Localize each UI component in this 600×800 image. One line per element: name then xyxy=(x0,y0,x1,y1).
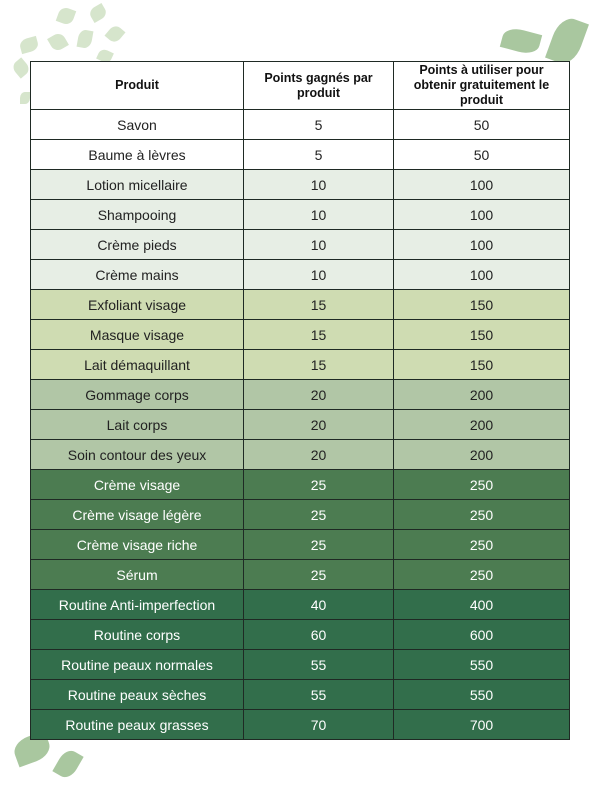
table-row xyxy=(31,320,570,350)
cell-points-utiliser: 250 xyxy=(394,470,570,500)
leaf-icon xyxy=(500,25,542,56)
cell-points-utiliser: 100 xyxy=(394,260,570,290)
table-row xyxy=(31,710,570,740)
table-row xyxy=(31,620,570,650)
cell-points-gagnes: 15 xyxy=(244,320,394,350)
cell-produit: Lotion micellaire xyxy=(31,170,244,200)
cell-points-utiliser: 200 xyxy=(394,380,570,410)
leaf-icon xyxy=(52,747,83,781)
table-row xyxy=(31,110,570,140)
table-row xyxy=(31,200,570,230)
table-row xyxy=(31,530,570,560)
cell-points-gagnes: 10 xyxy=(244,230,394,260)
table-row xyxy=(31,650,570,680)
cell-points-gagnes: 10 xyxy=(244,260,394,290)
table-row xyxy=(31,170,570,200)
cell-produit: Crème mains xyxy=(31,260,244,290)
cell-produit: Crème visage riche xyxy=(31,530,244,560)
cell-produit: Shampooing xyxy=(31,200,244,230)
cell-points-gagnes: 15 xyxy=(244,290,394,320)
cell-points-gagnes: 55 xyxy=(244,680,394,710)
cell-points-utiliser: 700 xyxy=(394,710,570,740)
cell-points-gagnes: 25 xyxy=(244,500,394,530)
table-row xyxy=(31,560,570,590)
leaf-icon xyxy=(18,36,39,54)
header-points-gagnes: Points gagnés par produit xyxy=(244,62,394,110)
cell-points-utiliser: 200 xyxy=(394,440,570,470)
cell-produit: Routine peaux grasses xyxy=(31,710,244,740)
leaf-icon xyxy=(104,23,125,44)
cell-produit: Exfoliant visage xyxy=(31,290,244,320)
cell-points-utiliser: 600 xyxy=(394,620,570,650)
table-row xyxy=(31,350,570,380)
leaf-icon xyxy=(20,92,30,104)
cell-points-utiliser: 550 xyxy=(394,650,570,680)
cell-points-gagnes: 10 xyxy=(244,170,394,200)
table-row xyxy=(31,380,570,410)
cell-produit: Masque visage xyxy=(31,320,244,350)
points-table xyxy=(30,61,570,740)
table-row xyxy=(31,590,570,620)
cell-points-gagnes: 5 xyxy=(244,140,394,170)
cell-produit: Sérum xyxy=(31,560,244,590)
cell-points-gagnes: 10 xyxy=(244,200,394,230)
cell-points-gagnes: 20 xyxy=(244,410,394,440)
cell-produit: Crème visage xyxy=(31,470,244,500)
cell-produit: Routine peaux sèches xyxy=(31,680,244,710)
cell-points-utiliser: 250 xyxy=(394,500,570,530)
cell-points-utiliser: 150 xyxy=(394,350,570,380)
cell-points-gagnes: 25 xyxy=(244,470,394,500)
leaf-icon xyxy=(47,31,69,53)
cell-points-gagnes: 55 xyxy=(244,650,394,680)
cell-points-gagnes: 20 xyxy=(244,440,394,470)
leaf-icon xyxy=(56,6,77,27)
table-row xyxy=(31,680,570,710)
table-row xyxy=(31,440,570,470)
cell-points-utiliser: 50 xyxy=(394,110,570,140)
leaf-icon xyxy=(10,57,31,78)
cell-points-gagnes: 15 xyxy=(244,350,394,380)
table-row xyxy=(31,140,570,170)
cell-produit: Gommage corps xyxy=(31,380,244,410)
cell-produit: Savon xyxy=(31,110,244,140)
cell-points-utiliser: 100 xyxy=(394,170,570,200)
table-row xyxy=(31,470,570,500)
cell-points-utiliser: 100 xyxy=(394,230,570,260)
cell-produit: Lait démaquillant xyxy=(31,350,244,380)
cell-produit: Crème visage légère xyxy=(31,500,244,530)
table-row xyxy=(31,230,570,260)
cell-produit: Routine Anti-imperfection xyxy=(31,590,244,620)
cell-points-gagnes: 40 xyxy=(244,590,394,620)
cell-produit: Crème pieds xyxy=(31,230,244,260)
cell-points-utiliser: 550 xyxy=(394,680,570,710)
cell-points-utiliser: 100 xyxy=(394,200,570,230)
header-points-utiliser: Points à utiliser pour obtenir gratuitement le produit xyxy=(394,62,570,110)
cell-points-utiliser: 50 xyxy=(394,140,570,170)
cell-produit: Baume à lèvres xyxy=(31,140,244,170)
cell-points-gagnes: 70 xyxy=(244,710,394,740)
cell-points-utiliser: 200 xyxy=(394,410,570,440)
cell-points-gagnes: 5 xyxy=(244,110,394,140)
table-header-row xyxy=(31,62,570,110)
cell-points-utiliser: 250 xyxy=(394,530,570,560)
table-row xyxy=(31,410,570,440)
table-row xyxy=(31,260,570,290)
cell-points-gagnes: 25 xyxy=(244,560,394,590)
cell-produit: Routine corps xyxy=(31,620,244,650)
leaf-icon xyxy=(88,3,109,23)
cell-points-gagnes: 25 xyxy=(244,530,394,560)
leaf-icon xyxy=(545,14,589,67)
cell-points-gagnes: 60 xyxy=(244,620,394,650)
leaf-icon xyxy=(77,29,94,49)
header-produit: Produit xyxy=(31,62,244,110)
cell-produit: Routine peaux normales xyxy=(31,650,244,680)
table-row xyxy=(31,290,570,320)
cell-produit: Lait corps xyxy=(31,410,244,440)
cell-points-utiliser: 250 xyxy=(394,560,570,590)
table-row xyxy=(31,500,570,530)
cell-points-utiliser: 400 xyxy=(394,590,570,620)
cell-points-utiliser: 150 xyxy=(394,320,570,350)
cell-points-gagnes: 20 xyxy=(244,380,394,410)
cell-points-utiliser: 150 xyxy=(394,290,570,320)
cell-produit: Soin contour des yeux xyxy=(31,440,244,470)
